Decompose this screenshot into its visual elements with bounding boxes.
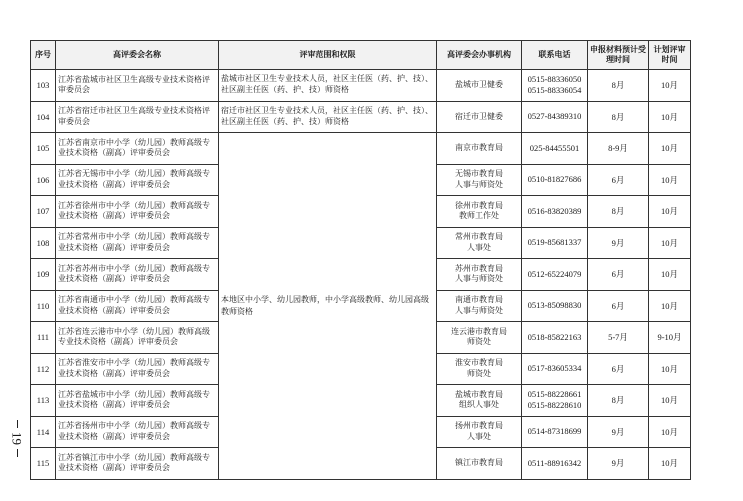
committee-office: 扬州市教育局 人事处 xyxy=(437,416,522,448)
contact-phone: 025-84455501 xyxy=(522,133,588,165)
header-phone: 联系电话 xyxy=(522,41,588,70)
contact-phone: 0518-85822163 xyxy=(522,322,588,354)
committee-name: 江苏省徐州市中小学（幼儿园）教师高级专业技术资格（副高）评审委员会 xyxy=(56,196,219,228)
committee-office: 徐州市教育局 教师工作处 xyxy=(437,196,522,228)
row-number: 104 xyxy=(31,101,56,133)
header-scope: 评审范围和权限 xyxy=(219,41,437,70)
committee-office: 无锡市教育局 人事与师资处 xyxy=(437,164,522,196)
contact-phone: 0511-88916342 xyxy=(522,448,588,480)
table-header-row xyxy=(31,41,691,70)
row-number: 105 xyxy=(31,133,56,165)
contact-phone: 0513-85098830 xyxy=(522,290,588,322)
committee-office: 连云港市教育局 师资处 xyxy=(437,322,522,354)
page-number-dash-bottom xyxy=(17,449,18,457)
accept-time: 8月 xyxy=(588,385,649,417)
accept-time: 8月 xyxy=(588,101,649,133)
committee-name: 江苏省淮安市中小学（幼儿园）教师高级专业技术资格（副高）评审委员会 xyxy=(56,353,219,385)
accept-time: 6月 xyxy=(588,259,649,291)
row-number: 109 xyxy=(31,259,56,291)
accept-time: 6月 xyxy=(588,164,649,196)
committee-name: 江苏省南通市中小学（幼儿园）教师高级专业技术资格（副高）评审委员会 xyxy=(56,290,219,322)
accept-time: 6月 xyxy=(588,290,649,322)
committee-name: 江苏省连云港市中小学（幼儿园）教师高级专业技术资格（副高）评审委员会 xyxy=(56,322,219,354)
accept-time: 9月 xyxy=(588,416,649,448)
committee-office: 淮安市教育局 师资处 xyxy=(437,353,522,385)
row-number: 112 xyxy=(31,353,56,385)
accept-time: 8月 xyxy=(588,70,649,102)
row-number: 103 xyxy=(31,70,56,102)
row-number: 111 xyxy=(31,322,56,354)
committee-office: 镇江市教育局 xyxy=(437,448,522,480)
review-time: 10月 xyxy=(649,385,691,417)
committee-name: 江苏省宿迁市社区卫生高级专业技术资格评审委员会 xyxy=(56,101,219,133)
committee-name: 江苏省南京市中小学（幼儿园）教师高级专业技术资格（副高）评审委员会 xyxy=(56,133,219,165)
committee-office: 宿迁市卫健委 xyxy=(437,101,522,133)
committee-name: 江苏省镇江市中小学（幼儿园）教师高级专业技术资格（副高）评审委员会 xyxy=(56,448,219,480)
table-row xyxy=(31,101,691,133)
contact-phone: 0514-87318699 xyxy=(522,416,588,448)
table-row xyxy=(31,133,691,165)
review-scope: 盐城市社区卫生专业技术人员，社区主任医（药、护、技）、社区副主任医（药、护、技）师资格 xyxy=(219,70,437,102)
committee-office: 南通市教育局 人事与师资处 xyxy=(437,290,522,322)
contact-phone: 0510-81827686 xyxy=(522,164,588,196)
review-time: 10月 xyxy=(649,416,691,448)
review-time: 10月 xyxy=(649,290,691,322)
row-number: 107 xyxy=(31,196,56,228)
page-number-text: 19 xyxy=(9,432,25,445)
committee-name: 江苏省扬州市中小学（幼儿园）教师高级专业技术资格（副高）评审委员会 xyxy=(56,416,219,448)
review-time: 10月 xyxy=(649,196,691,228)
contact-phone: 0515-88228661 0515-88228610 xyxy=(522,385,588,417)
review-scope-shared: 本地区中小学、幼儿园教师，中小学高级教师、幼儿园高级教师资格 xyxy=(219,133,437,480)
table-row xyxy=(31,70,691,102)
review-scope: 宿迁市社区卫生专业技术人员，社区主任医（药、护、技）、社区副主任医（药、护、技）师资格 xyxy=(219,101,437,133)
row-number: 114 xyxy=(31,416,56,448)
row-number: 115 xyxy=(31,448,56,480)
review-time: 10月 xyxy=(649,259,691,291)
committee-office: 常州市教育局 人事处 xyxy=(437,227,522,259)
header-no: 序号 xyxy=(31,41,56,70)
review-time: 10月 xyxy=(649,448,691,480)
accept-time: 9月 xyxy=(588,448,649,480)
review-time: 10月 xyxy=(649,164,691,196)
accept-time: 5-7月 xyxy=(588,322,649,354)
committee-office: 盐城市卫健委 xyxy=(437,70,522,102)
committee-name: 江苏省苏州市中小学（幼儿园）教师高级专业技术资格（副高）评审委员会 xyxy=(56,259,219,291)
committee-name: 江苏省盐城市社区卫生高级专业技术资格评审委员会 xyxy=(56,70,219,102)
contact-phone: 0515-88336050 0515-88336054 xyxy=(522,70,588,102)
committee-office: 苏州市教育局 人事与师资处 xyxy=(437,259,522,291)
row-number: 108 xyxy=(31,227,56,259)
contact-phone: 0519-85681337 xyxy=(522,227,588,259)
review-time: 9-10月 xyxy=(649,322,691,354)
row-number: 106 xyxy=(31,164,56,196)
header-accept-time: 申报材料预计受理时间 xyxy=(588,41,649,70)
row-number: 113 xyxy=(31,385,56,417)
accept-time: 9月 xyxy=(588,227,649,259)
header-review-time: 计划评审时间 xyxy=(649,41,691,70)
review-time: 10月 xyxy=(649,70,691,102)
contact-phone: 0517-83605334 xyxy=(522,353,588,385)
accept-time: 8月 xyxy=(588,196,649,228)
committee-name: 江苏省盐城市中小学（幼儿园）教师高级专业技术资格（副高）评审委员会 xyxy=(56,385,219,417)
committee-name: 江苏省无锡市中小学（幼儿园）教师高级专业技术资格（副高）评审委员会 xyxy=(56,164,219,196)
header-office: 高评委会办事机构 xyxy=(437,41,522,70)
review-time: 10月 xyxy=(649,133,691,165)
page-number xyxy=(6,418,28,459)
review-time: 10月 xyxy=(649,101,691,133)
accept-time: 6月 xyxy=(588,353,649,385)
contact-phone: 0512-65224079 xyxy=(522,259,588,291)
row-number: 110 xyxy=(31,290,56,322)
review-time: 10月 xyxy=(649,353,691,385)
accept-time: 8-9月 xyxy=(588,133,649,165)
committee-office: 南京市教育局 xyxy=(437,133,522,165)
review-time: 10月 xyxy=(649,227,691,259)
contact-phone: 0527-84389310 xyxy=(522,101,588,133)
contact-phone: 0516-83820389 xyxy=(522,196,588,228)
review-committee-table xyxy=(30,40,691,480)
header-committee-name: 高评委会名称 xyxy=(56,41,219,70)
committee-office: 盐城市教育局 组织人事处 xyxy=(437,385,522,417)
committee-name: 江苏省常州市中小学（幼儿园）教师高级专业技术资格（副高）评审委员会 xyxy=(56,227,219,259)
